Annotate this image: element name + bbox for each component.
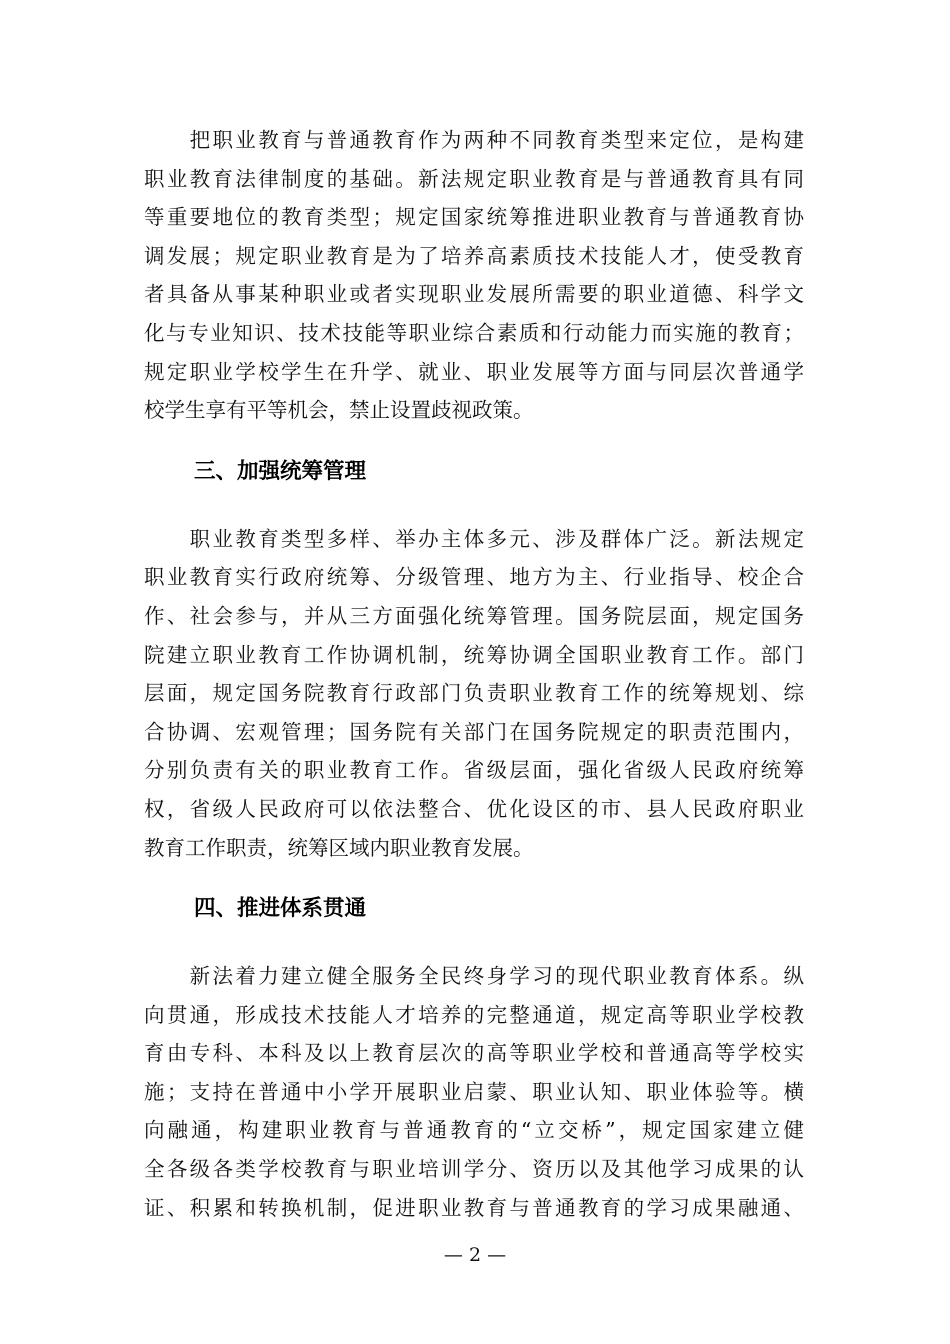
paragraph-line: 规定职业学校学生在升学、就业、职业发展等方面与同层次普通学 [144,359,804,384]
spacer [144,929,804,957]
section-heading-3: 三、加强统筹管理 [194,458,367,484]
paragraph-line: 职业教育类型多样、举办主体多元、涉及群体广泛。新法规定 [144,526,804,551]
document-body [144,121,804,1227]
paragraph-line: 职业教育法律制度的基础。新法规定职业教育是与普通教育具有同 [144,166,804,191]
paragraph-line: 向融通，构建职业教育与普通教育的“立交桥”，规定国家建立健 [144,1118,804,1143]
paragraph-coordinated-management [144,520,804,867]
paragraph-line: 者具备从事某种职业或者实现职业发展所需要的职业道德、科学文 [144,282,804,307]
paragraph-line: 调发展；规定职业教育是为了培养高素质技术技能人才，使受教育 [144,243,804,268]
page-number: — 2 — [443,1244,507,1266]
section-heading-4: 四、推进体系贯通 [194,896,367,922]
paragraph-system-integration [144,957,804,1227]
paragraph-line: 把职业教育与普通教育作为两种不同教育类型来定位，是构建 [144,128,804,152]
paragraph-line: 育由专科、本科及以上教育层次的高等职业学校和普通高等学校实 [144,1041,804,1066]
paragraph-line: 等重要地位的教育类型；规定国家统筹推进职业教育与普通教育协 [144,205,804,230]
spacer [144,430,804,452]
paragraph-line: 层面，规定国务院教育行政部门负责职业教育工作的统筹规划、综 [144,681,804,706]
spacer [144,492,804,520]
paragraph-line: 向贯通，形成技术技能人才培养的完整通道，规定高等职业学校教 [144,1002,804,1027]
paragraph-line: 化与专业知识、技术技能等职业综合素质和行动能力而实施的教育； [144,320,804,345]
paragraph-line: 新法着力建立健全服务全民终身学习的现代职业教育体系。纵 [144,964,804,989]
paragraph-line: 职业教育实行政府统筹、分级管理、地方为主、行业指导、校企合 [144,565,804,590]
paragraph-line: 作、社会参与，并从三方面强化统筹管理。国务院层面，规定国务 [144,603,804,628]
paragraph-type-positioning [144,121,804,430]
paragraph-line: 权，省级人民政府可以依法整合、优化设区的市、县人民政府职业 [144,796,804,821]
paragraph-line: 分别负责有关的职业教育工作。省级层面，强化省级人民政府统筹 [144,758,804,783]
paragraph-line: 教育工作职责，统筹区域内职业教育发展。 [144,835,534,860]
paragraph-line: 施；支持在普通中小学开展职业启蒙、职业认知、职业体验等。横 [144,1079,804,1104]
spacer [144,867,804,889]
paragraph-line: 全各级各类学校教育与职业培训学分、资历以及其他学习成果的认 [144,1157,804,1182]
paragraph-line: 合协调、宏观管理；国务院有关部门在国务院规定的职责范围内， [144,719,804,744]
paragraph-line: 证、积累和转换机制，促进职业教育与普通教育的学习成果融通、 [144,1195,804,1220]
paragraph-line: 院建立职业教育工作协调机制，统筹协调全国职业教育工作。部门 [144,642,804,667]
paragraph-line: 校学生享有平等机会，禁止设置歧视政策。 [144,398,534,423]
